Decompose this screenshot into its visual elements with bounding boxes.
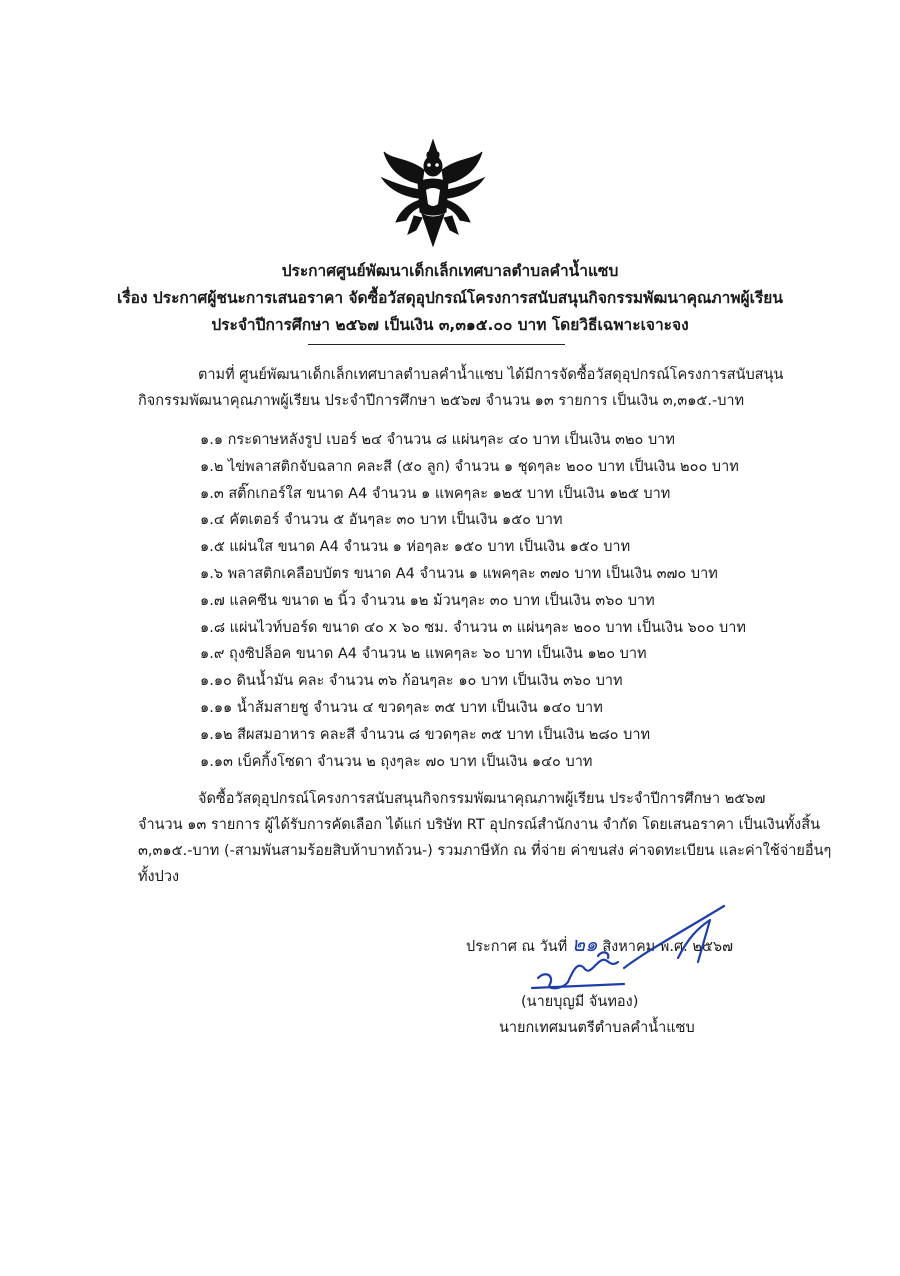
intro-line: กิจกรรมพัฒนาคุณภาพผู้เรียน ประจำปีการศึกษา ๒๕๖๗ จำนวน ๑๓ รายการ เป็นเงิน ๓,๓๑๕.-บาท [138, 393, 745, 409]
intro-line: ตามที่ ศูนย์พัฒนาเด็กเล็กเทศบาลตำบลคำน้ำแซบ ได้มีการจัดซื้อวัสดุอุปกรณ์โครงการสนับสนุน [198, 367, 784, 383]
list-item: ๑.๑๓ เบ็คกิ้งโซดา จำนวน ๒ ถุงๆละ ๗๐ บาท เป็นเงิน ๑๔๐ บาท [200, 753, 593, 770]
list-item: ๑.๑ กระดาษหลังรูป เบอร์ ๒๔ จำนวน ๘ แผ่นๆละ ๔๐ บาท เป็นเงิน ๓๒๐ บาท [200, 432, 675, 448]
garuda-emblem [378, 138, 488, 250]
date-day-handwritten: ๒๑ [571, 932, 598, 956]
list-item: ๑.๓ สติ๊กเกอร์ใส ขนาด A4 จำนวน ๑ แพคๆละ ๑๒๕ บาท เป็นเงิน ๑๒๕ บาท [200, 485, 671, 502]
list-item: ๑.๕ แผ่นใส ขนาด A4 จำนวน ๑ ห่อๆละ ๑๕๐ บาท เป็นเงิน ๑๕๐ บาท [200, 539, 631, 556]
conclusion-paragraph [138, 786, 832, 890]
conclusion-line: จำนวน ๑๓ รายการ ผู้ได้รับการคัดเลือก ได้แก่ บริษัท RT อุปกรณ์สำนักงาน จำกัด โดยเสนอราคา เป็นเงินทั้งสิ้น [138, 817, 821, 833]
signatory-position: นายกเทศมนตรีตำบลคำน้ำแซบ [499, 1020, 695, 1036]
announcement-title: ประกาศศูนย์พัฒนาเด็กเล็กเทศบาลตำบลคำน้ำแซบ [281, 262, 619, 280]
list-item: ๑.๗ แลคซีน ขนาด ๒ นิ้ว จำนวน ๑๒ ม้วนๆละ ๓๐ บาท เป็นเงิน ๓๖๐ บาท [200, 592, 655, 609]
item-list [200, 427, 820, 775]
handwritten-signature [528, 898, 738, 994]
list-item: ๑.๔ คัตเตอร์ จำนวน ๕ อันๆละ ๓๐ บาท เป็นเงิน ๑๕๐ บาท [200, 512, 563, 529]
conclusion-line: จัดซื้อวัสดุอุปกรณ์โครงการสนับสนุนกิจกรรมพัฒนาคุณภาพผู้เรียน ประจำปีการศึกษา ๒๕๖๗ [198, 791, 766, 807]
list-item: ๑.๑๒ สีผสมอาหาร คละสี จำนวน ๘ ขวดๆละ ๓๕ บาท เป็นเงิน ๒๘๐ บาท [200, 726, 651, 743]
announcement-subject-detail: ประจำปีการศึกษา ๒๕๖๗ เป็นเงิน ๓,๓๑๕.๐๐ บาท โดยวิธีเฉพาะเจาะจง [211, 316, 689, 334]
intro-paragraph [138, 362, 828, 414]
list-item: ๑.๑๑ น้ำส้มสายชู จำนวน ๔ ขวดๆละ ๓๕ บาท เป็นเงิน ๑๔๐ บาท [200, 699, 603, 716]
date-month-year: สิงหาคม พ.ศ. ๒๕๖๗ [602, 939, 734, 955]
signatory-name: (นายบุญมี จันทอง) [521, 994, 639, 1010]
announcement-subject: เรื่อง ประกาศผู้ชนะการเสนอราคา จัดซื้อวัสดุอุปกรณ์โครงการสนับสนุนกิจกรรมพัฒนาคุณภาพผู้เรียน [117, 289, 783, 307]
conclusion-line: ทั้งปวง [138, 869, 180, 885]
list-item: ๑.๘ แผ่นไวท์บอร์ด ขนาด ๔๐ x ๖๐ ซม. จำนวน ๓ แผ่นๆละ ๒๐๐ บาท เป็นเงิน ๖๐๐ บาท [200, 619, 746, 636]
list-item: ๑.๙ ถุงซิปล็อค ขนาด A4 จำนวน ๒ แพคๆละ ๖๐ บาท เป็นเงิน ๑๒๐ บาท [200, 646, 647, 663]
date-prefix: ประกาศ ณ วันที่ [466, 939, 568, 955]
list-item: ๑.๒ ไข่พลาสติกจับฉลาก คละสี (๕๐ ลูก) จำนวน ๑ ชุดๆละ ๒๐๐ บาท เป็นเงิน ๒๐๐ บาท [200, 458, 739, 475]
list-item: ๑.๑๐ ดินน้ำมัน คละ จำนวน ๓๖ ก้อนๆละ ๑๐ บาท เป็นเงิน ๓๖๐ บาท [200, 673, 623, 690]
list-item: ๑.๖ พลาสติกเคลือบบัตร ขนาด A4 จำนวน ๑ แพคๆละ ๓๗๐ บาท เป็นเงิน ๓๗๐ บาท [200, 565, 718, 582]
conclusion-line: ๓,๓๑๕.-บาท (-สามพันสามร้อยสิบห้าบาทถ้วน-) รวมภาษีหัก ณ ที่จ่าย ค่าขนส่ง ค่าจดทะเบียน และค่าใช้จ่ายอื่นๆ [138, 843, 832, 859]
title-underline [308, 344, 565, 345]
